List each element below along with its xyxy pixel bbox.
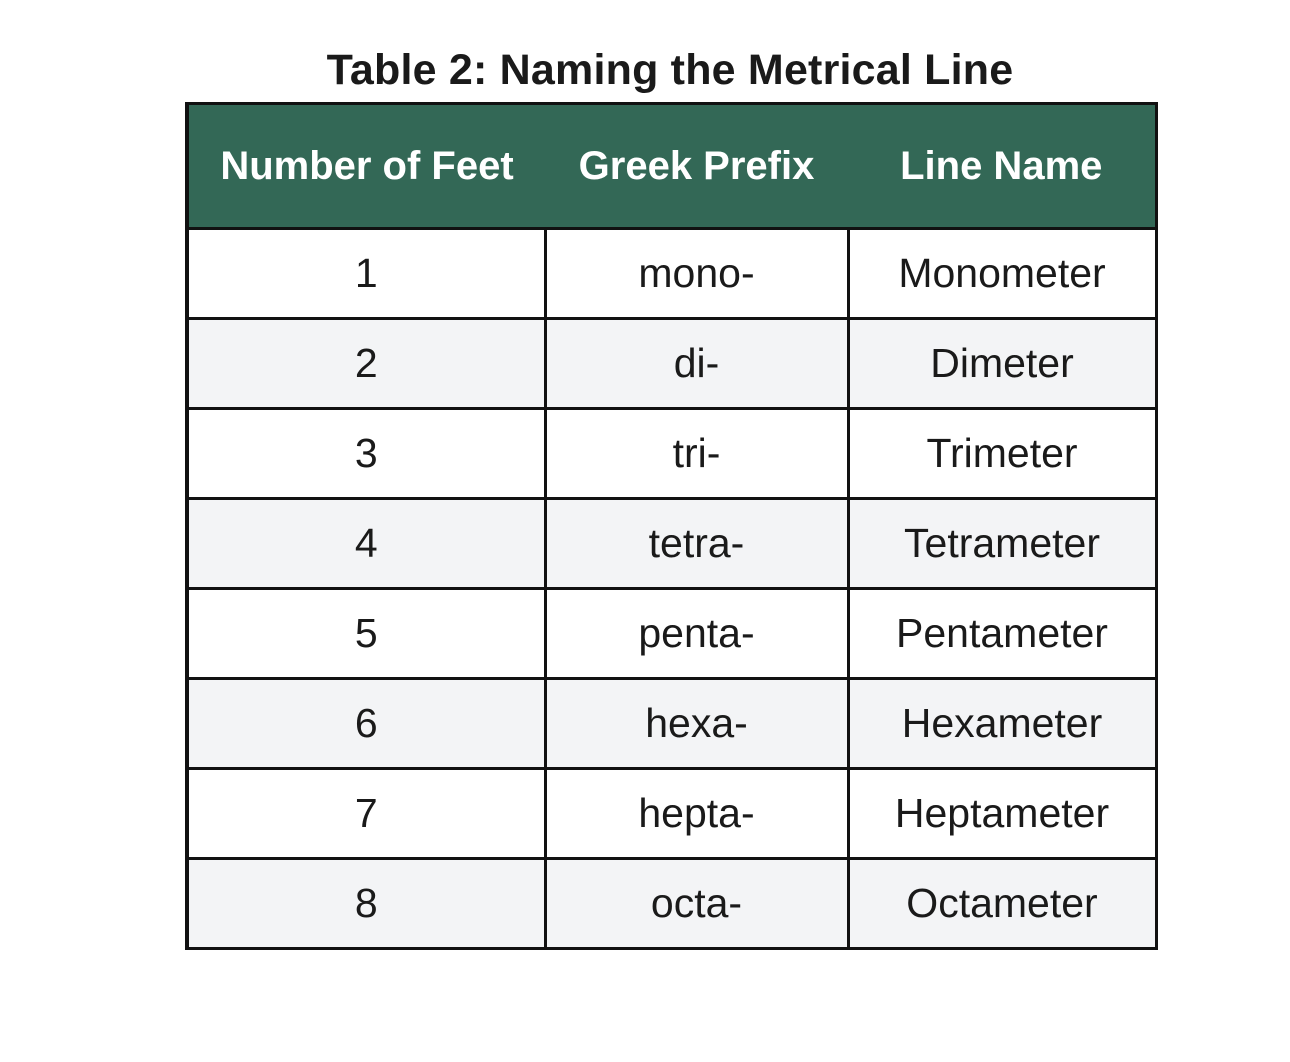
table-row: [187, 229, 1156, 319]
table-row: [187, 859, 1156, 949]
table-row: [187, 319, 1156, 409]
table-caption: Table 2: Naming the Metrical Line: [326, 46, 1014, 94]
header-greek-prefix: Greek Prefix: [545, 104, 848, 229]
cell-prefix: mono-: [545, 229, 848, 319]
cell-feet: 5: [187, 589, 545, 679]
table-row: [187, 499, 1156, 589]
table-row: [187, 769, 1156, 859]
cell-prefix: tetra-: [545, 499, 848, 589]
cell-line-name: Octameter: [848, 859, 1156, 949]
cell-line-name: Pentameter: [848, 589, 1156, 679]
table-row: [187, 409, 1156, 499]
cell-line-name: Dimeter: [848, 319, 1156, 409]
metrical-line-table: [185, 102, 1158, 950]
header-number-of-feet: Number of Feet: [187, 104, 545, 229]
table-header: [187, 104, 1156, 229]
cell-prefix: di-: [545, 319, 848, 409]
cell-prefix: hepta-: [545, 769, 848, 859]
cell-feet: 4: [187, 499, 545, 589]
cell-feet: 6: [187, 679, 545, 769]
header-line-name: Line Name: [848, 104, 1156, 229]
cell-line-name: Hexameter: [848, 679, 1156, 769]
cell-feet: 1: [187, 229, 545, 319]
cell-line-name: Tetrameter: [848, 499, 1156, 589]
cell-line-name: Monometer: [848, 229, 1156, 319]
cell-line-name: Trimeter: [848, 409, 1156, 499]
cell-prefix: octa-: [545, 859, 848, 949]
cell-feet: 2: [187, 319, 545, 409]
table-body: [187, 229, 1156, 949]
cell-prefix: tri-: [545, 409, 848, 499]
header-row: [187, 104, 1156, 229]
cell-prefix: penta-: [545, 589, 848, 679]
cell-prefix: hexa-: [545, 679, 848, 769]
cell-feet: 3: [187, 409, 545, 499]
cell-feet: 7: [187, 769, 545, 859]
cell-line-name: Heptameter: [848, 769, 1156, 859]
table-row: [187, 679, 1156, 769]
cell-feet: 8: [187, 859, 545, 949]
table-row: [187, 589, 1156, 679]
